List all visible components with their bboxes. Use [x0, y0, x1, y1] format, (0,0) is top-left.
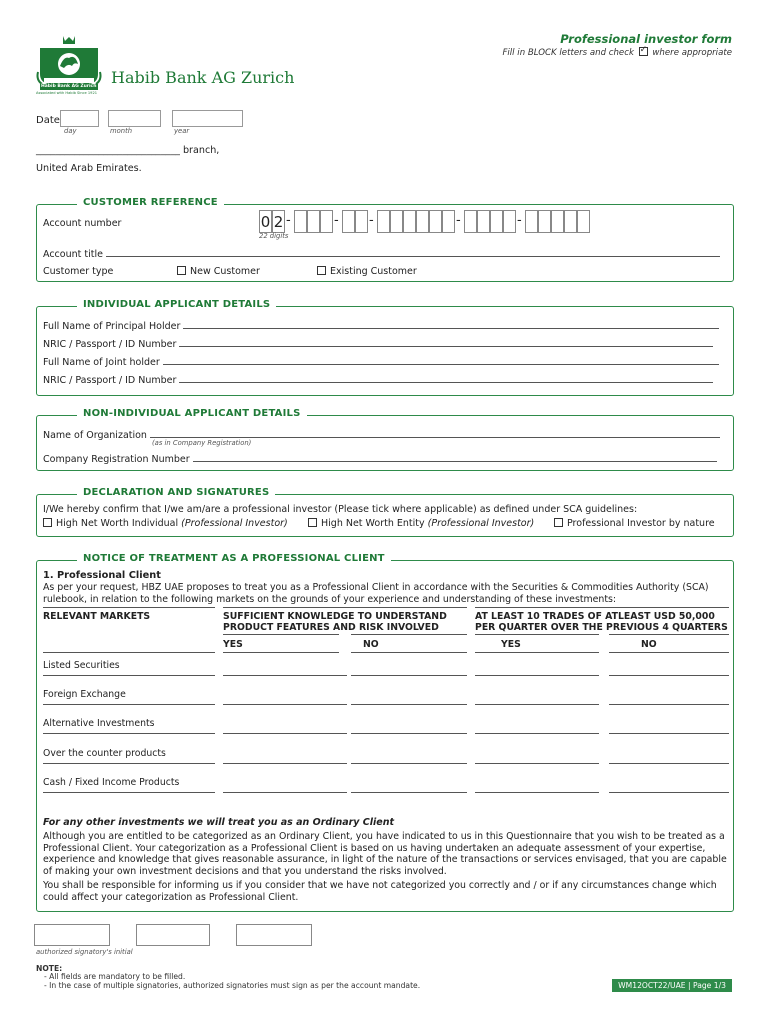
account-digit-box[interactable] — [477, 210, 490, 233]
market-row-label: Alternative Investments — [43, 718, 155, 730]
customer-reference-section — [36, 197, 734, 282]
account-number-label: Account number — [43, 218, 122, 229]
market-header-divider — [351, 652, 467, 653]
market-row-divider — [43, 763, 215, 764]
col-markets-header: RELEVANT MARKETS — [43, 611, 151, 622]
individual-applicant-section — [36, 299, 734, 396]
principal-holder-field[interactable] — [183, 320, 719, 329]
joint-holder-row — [43, 356, 727, 368]
market-answer-field[interactable] — [351, 763, 467, 764]
logo-text: Habib Bank AG Zurich — [41, 84, 97, 89]
account-digit-box[interactable] — [320, 210, 333, 233]
account-digit-box[interactable] — [577, 210, 590, 233]
hnw-entity-option[interactable] — [308, 518, 534, 529]
logo-tagline: Associated with Habib Since 1921 — [36, 91, 98, 95]
hnw-individual-label: High Net Worth Individual — [56, 518, 179, 529]
market-answer-field[interactable] — [475, 792, 599, 793]
account-digit-box[interactable] — [442, 210, 455, 233]
joint-holder-label: Full Name of Joint holder — [43, 357, 160, 368]
market-answer-field[interactable] — [609, 704, 729, 705]
company-registration-row — [43, 453, 727, 465]
account-digit-box[interactable]: 2 — [272, 210, 285, 233]
market-answer-field[interactable] — [351, 733, 467, 734]
col-trades-header-1: AT LEAST 10 TRADES OF ATLEAST USD 50,000 — [475, 611, 715, 622]
account-digit-box[interactable] — [551, 210, 564, 233]
signatory-initial-box-1[interactable] — [34, 924, 110, 946]
hnw-individual-option[interactable] — [43, 518, 288, 529]
account-digit-box[interactable] — [429, 210, 442, 233]
customer-type-row — [43, 266, 727, 277]
account-title-label: Account title — [43, 249, 103, 260]
investor-by-nature-checkbox[interactable] — [554, 518, 563, 527]
checkbox-example-icon — [639, 47, 648, 56]
organization-hint: (as in Company Registration) — [152, 439, 252, 447]
customer-type-label: Customer type — [43, 266, 114, 277]
account-title-row — [43, 248, 727, 260]
market-answer-field[interactable] — [223, 792, 347, 793]
declaration-statement: I/We hereby confirm that I/we am/are a professional investor (Please tick where applicable) as defined under SCA guidelines: — [43, 504, 638, 515]
col-knowledge-header-2: PRODUCT FEATURES AND RISK INVOLVED — [223, 622, 439, 633]
non-individual-applicant-section — [36, 408, 734, 471]
account-digit-box[interactable] — [377, 210, 390, 233]
principal-id-field[interactable] — [179, 338, 713, 347]
form-code-badge: WM12OCT22/UAE | Page 1/3 — [612, 979, 732, 992]
col-knowledge-header-1: SUFFICIENT KNOWLEDGE TO UNDERSTAND — [223, 611, 447, 622]
notice-section — [36, 553, 734, 912]
market-answer-field[interactable] — [609, 792, 729, 793]
account-separator: - — [456, 213, 461, 228]
col-trades-yes: YES — [501, 639, 521, 650]
new-customer-label: New Customer — [190, 266, 260, 277]
market-row-divider — [43, 675, 215, 676]
market-answer-field[interactable] — [351, 704, 467, 705]
branch-suffix: branch, — [179, 145, 220, 156]
bank-name: Habib Bank AG Zurich — [111, 68, 295, 87]
market-answer-field[interactable] — [475, 675, 599, 676]
company-registration-label: Company Registration Number — [43, 454, 190, 465]
note-mandatory: - All fields are mandatory to be filled. — [44, 972, 186, 981]
existing-customer-label: Existing Customer — [330, 266, 417, 277]
market-row-divider — [43, 704, 215, 705]
form-title: Professional investor form — [560, 32, 732, 46]
company-registration-field[interactable] — [193, 453, 717, 462]
market-header-divider — [223, 652, 339, 653]
organization-field[interactable] — [150, 429, 720, 438]
account-separator: - — [334, 213, 339, 228]
market-answer-field[interactable] — [475, 763, 599, 764]
market-row-divider — [43, 733, 215, 734]
ordinary-client-heading: For any other investments we will treat you as an Ordinary Client — [43, 817, 395, 828]
market-header-divider — [475, 652, 599, 653]
account-digit-box[interactable] — [464, 210, 477, 233]
professional-client-heading: 1. Professional Client — [43, 570, 161, 581]
col-knowledge-no: NO — [363, 639, 379, 650]
hnw-entity-note: (Professional Investor) — [427, 518, 535, 529]
account-digit-box[interactable] — [403, 210, 416, 233]
branch-field[interactable]: ______________________________ — [36, 145, 180, 156]
existing-customer-checkbox[interactable] — [317, 266, 326, 275]
account-title-field[interactable] — [106, 248, 720, 257]
hnw-entity-checkbox[interactable] — [308, 518, 317, 527]
account-separator: - — [517, 213, 522, 228]
account-digit-box[interactable] — [355, 210, 368, 233]
account-digit-box[interactable] — [294, 210, 307, 233]
declaration-heading: DECLARATION AND SIGNATURES — [77, 487, 275, 498]
date-day-hint: day — [64, 127, 77, 135]
market-row-label: Cash / Fixed Income Products — [43, 776, 180, 788]
market-answer-field[interactable] — [223, 763, 347, 764]
principal-holder-row — [43, 320, 727, 332]
market-answer-field[interactable] — [351, 675, 467, 676]
col-trades-no: NO — [641, 639, 657, 650]
individual-applicant-heading: INDIVIDUAL APPLICANT DETAILS — [77, 299, 276, 310]
col-trades-header-2: PER QUARTER OVER THE PREVIOUS 4 QUARTERS — [475, 622, 728, 633]
hnw-individual-checkbox[interactable] — [43, 518, 52, 527]
signatory-initial-label: authorized signatory's initial — [36, 948, 133, 956]
market-header-divider — [43, 652, 215, 653]
joint-id-row — [43, 374, 727, 386]
new-customer-checkbox[interactable] — [177, 266, 186, 275]
market-header-divider — [609, 652, 729, 653]
account-digit-box[interactable] — [342, 210, 355, 233]
market-row-label: Over the counter products — [43, 747, 166, 759]
account-digits-hint: 22 digits — [259, 232, 289, 240]
market-answer-field[interactable] — [223, 704, 347, 705]
account-digit-box[interactable] — [525, 210, 538, 233]
market-answer-field[interactable] — [223, 733, 347, 734]
account-digit-box[interactable]: 0 — [259, 210, 272, 233]
investor-by-nature-option[interactable] — [554, 518, 715, 529]
col-knowledge-yes: YES — [223, 639, 243, 650]
investor-by-nature-label: Professional Investor by nature — [567, 518, 715, 529]
market-answer-field[interactable] — [609, 675, 729, 676]
date-month-field[interactable] — [108, 110, 161, 127]
new-customer-option[interactable] — [177, 266, 260, 277]
date-month-hint: month — [110, 127, 133, 135]
principal-id-row — [43, 338, 727, 350]
principal-id-label: NRIC / Passport / ID Number — [43, 339, 177, 350]
account-digit-box[interactable] — [503, 210, 516, 233]
market-answer-field[interactable] — [351, 792, 467, 793]
country-label: United Arab Emirates. — [36, 163, 142, 174]
account-separator: - — [369, 213, 374, 228]
account-digit-box[interactable] — [307, 210, 320, 233]
date-day-field[interactable] — [60, 110, 99, 127]
note-heading: NOTE: — [36, 964, 63, 973]
account-digit-box[interactable] — [390, 210, 403, 233]
account-number-boxes[interactable] — [259, 210, 729, 234]
market-answer-field[interactable] — [223, 675, 347, 676]
market-answer-field[interactable] — [475, 704, 599, 705]
market-row-divider — [43, 792, 215, 793]
market-answer-field[interactable] — [475, 733, 599, 734]
market-answer-field[interactable] — [609, 733, 729, 734]
ordinary-client-text: Although you are entitled to be categorized as an Ordinary Client, you have indicated to us in this Questionnaire that you wish to be treated as a Professional Client. Your categorization as a Professional Client is based on us having undertaken an adequate assessment of your expertise, experience and knowledge that gives reasonable assurance, in light of the nature of the transactions or services envisaged, that you are capable of making your own investment decisions and that you understand the risks involved. — [43, 831, 727, 877]
form-instructions — [502, 47, 732, 58]
instructions-post: where appropriate — [652, 48, 732, 58]
hnw-entity-label: High Net Worth Entity — [321, 518, 425, 529]
bank-logo — [34, 34, 104, 96]
signatory-initial-box-2[interactable] — [136, 924, 210, 946]
professional-client-intro: As per your request, HBZ UAE proposes to treat you as a Professional Client in accordance with the Securities & Commodities Authority (SCA) rulebook, in relation to the following markets on the grounds of your experience and understanding of these investments: — [43, 582, 709, 605]
market-row-label: Listed Securities — [43, 660, 120, 671]
date-year-field[interactable] — [172, 110, 243, 127]
hnw-individual-note: (Professional Investor) — [181, 518, 288, 529]
note-signatories: - In the case of multiple signatories, authorized signatories must sign as per the account mandate. — [44, 981, 421, 990]
customer-reference-heading: CUSTOMER REFERENCE — [77, 197, 224, 208]
organization-label: Name of Organization — [43, 430, 147, 441]
account-digit-box[interactable] — [490, 210, 503, 233]
branch-line — [36, 145, 219, 156]
responsibility-text: You shall be responsible for informing us if you consider that we have not categorized you correctly and / or if any circumstances change which could affect your categorization as Professional Client. — [43, 880, 717, 903]
declaration-section — [36, 487, 734, 537]
joint-holder-field[interactable] — [163, 356, 719, 365]
account-digit-box[interactable] — [538, 210, 551, 233]
notice-heading: NOTICE OF TREATMENT AS A PROFESSIONAL CLIENT — [77, 553, 391, 564]
principal-holder-label: Full Name of Principal Holder — [43, 321, 181, 332]
existing-customer-option[interactable] — [317, 266, 417, 277]
joint-id-label: NRIC / Passport / ID Number — [43, 375, 177, 386]
signatory-initial-box-3[interactable] — [236, 924, 312, 946]
instructions-pre: Fill in BLOCK letters and check — [502, 48, 634, 58]
date-label: Date — [36, 115, 60, 126]
market-row-label: Foreign Exchange — [43, 689, 126, 701]
market-answer-field[interactable] — [609, 763, 729, 764]
non-individual-applicant-heading: NON-INDIVIDUAL APPLICANT DETAILS — [77, 408, 307, 419]
account-separator: - — [286, 213, 291, 228]
date-year-hint: year — [174, 127, 190, 135]
joint-id-field[interactable] — [179, 374, 713, 383]
account-digit-box[interactable] — [564, 210, 577, 233]
organization-row — [43, 429, 727, 441]
account-digit-box[interactable] — [416, 210, 429, 233]
